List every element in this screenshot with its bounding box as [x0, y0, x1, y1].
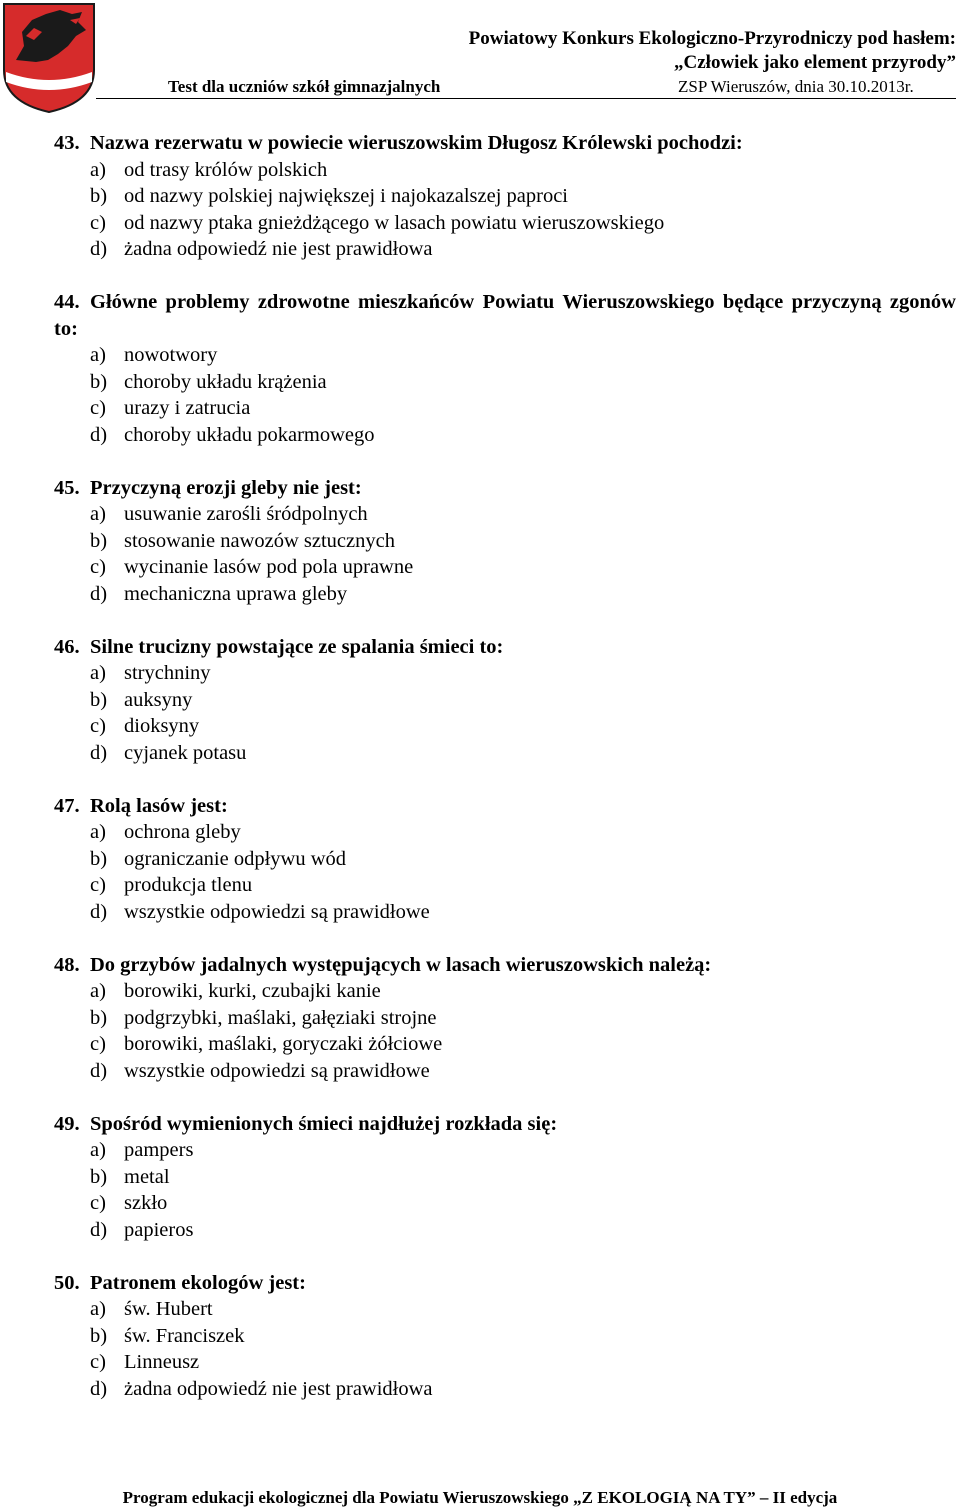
answer-option [90, 183, 956, 210]
question-50 [54, 1270, 956, 1403]
question-44 [54, 289, 956, 448]
option-letter: a) [90, 344, 106, 366]
answer-options [54, 1296, 956, 1402]
question-text: 45. Przyczyną erozji gleby nie jest: [54, 475, 956, 502]
answer-option [90, 1058, 956, 1085]
option-letter: b) [90, 1165, 108, 1188]
answer-option [90, 846, 956, 873]
option-letter: c) [90, 211, 106, 234]
option-letter: d) [90, 423, 108, 446]
option-letter: d) [90, 1059, 108, 1082]
question-text: 46. Silne trucizny powstające ze spalania śmieci to: [54, 634, 956, 661]
answer-option [90, 1031, 956, 1058]
option-letter: b) [90, 688, 108, 711]
option-text: choroby układu krążenia [124, 370, 327, 393]
question-number: 45. [54, 476, 80, 499]
option-letter: d) [90, 1377, 108, 1400]
option-letter: d) [90, 1218, 108, 1241]
option-letter: c) [90, 1033, 106, 1055]
option-text: żadna odpowiedź nie jest prawidłowa [124, 238, 433, 260]
question-list [54, 130, 956, 1429]
answer-option [90, 395, 956, 422]
answer-options [54, 342, 956, 448]
option-text: dioksyny [124, 715, 200, 737]
option-letter: d) [90, 741, 108, 764]
answer-options [54, 660, 956, 766]
option-letter: c) [90, 397, 106, 419]
question-46 [54, 634, 956, 767]
option-letter: a) [90, 158, 106, 181]
coat-of-arms-wolf-icon [2, 2, 96, 114]
answer-option [90, 740, 956, 767]
answer-option [90, 554, 956, 581]
question-number: 50. [54, 1271, 80, 1294]
option-text: stosowanie nawozów sztucznych [124, 529, 395, 552]
option-letter: b) [90, 370, 108, 393]
question-number: 43. [54, 132, 80, 154]
option-text: mechaniczna uprawa gleby [124, 582, 348, 605]
answer-option [90, 422, 956, 449]
answer-option [90, 1296, 956, 1323]
answer-option [90, 501, 956, 528]
question-number: 49. [54, 1112, 80, 1135]
option-text: borowiki, kurki, czubajki kanie [124, 980, 381, 1002]
question-number: 44. [54, 291, 80, 313]
option-text: wszystkie odpowiedzi są prawidłowe [124, 900, 430, 923]
option-text: papieros [124, 1218, 194, 1241]
question-49 [54, 1111, 956, 1244]
option-text: szkło [124, 1192, 168, 1214]
answer-option [90, 342, 956, 369]
answer-option [90, 978, 956, 1005]
option-text: od trasy królów polskich [124, 158, 328, 181]
answer-option [90, 899, 956, 926]
answer-options [54, 978, 956, 1084]
question-43 [54, 130, 956, 263]
option-letter: b) [90, 1324, 108, 1347]
answer-option [90, 713, 956, 740]
option-letter: b) [90, 1006, 108, 1029]
question-45 [54, 475, 956, 608]
option-text: nowotwory [124, 344, 218, 366]
option-text: cyjanek potasu [124, 741, 247, 764]
option-letter: c) [90, 556, 106, 578]
header-divider [96, 98, 956, 99]
option-text: choroby układu pokarmowego [124, 423, 375, 446]
option-text: Linneusz [124, 1351, 200, 1373]
question-text: 44. Główne problemy zdrowotne mieszkańców Powiatu Wieruszowskiego będące przyczyną zgonów to: [54, 291, 956, 340]
answer-option [90, 157, 956, 184]
option-letter: a) [90, 1298, 106, 1320]
option-text: produkcja tlenu [124, 874, 253, 896]
answer-option [90, 210, 956, 237]
question-text: 47. Rolą lasów jest: [54, 793, 956, 820]
contest-motto: „Człowiek jako element przyrody” [674, 52, 956, 73]
option-letter: a) [90, 980, 106, 1002]
answer-option [90, 819, 956, 846]
option-text: św. Hubert [124, 1298, 213, 1320]
option-letter: a) [90, 503, 106, 525]
answer-option [90, 581, 956, 608]
option-letter: a) [90, 662, 106, 684]
option-letter: b) [90, 185, 108, 207]
answer-options [54, 1137, 956, 1243]
question-text: 50. Patronem ekologów jest: [54, 1270, 956, 1297]
answer-option [90, 1164, 956, 1191]
option-letter: d) [90, 582, 108, 605]
question-number: 47. [54, 794, 80, 817]
question-text: 49. Spośród wymienionych śmieci najdłużej rozkłada się: [54, 1111, 956, 1138]
answer-option [90, 1217, 956, 1244]
option-text: wszystkie odpowiedzi są prawidłowe [124, 1059, 430, 1082]
answer-option [90, 1349, 956, 1376]
page-footer: Program edukacji ekologicznej dla Powiatu Wieruszowskiego „Z EKOLOGIĄ NA TY” – II edycja [122, 1488, 838, 1507]
option-letter: a) [90, 1139, 106, 1161]
answer-option [90, 1376, 956, 1403]
answer-option [90, 1137, 956, 1164]
option-letter: b) [90, 529, 108, 552]
option-text: wycinanie lasów pod pola uprawne [124, 556, 414, 578]
option-letter: a) [90, 821, 106, 843]
question-text: 48. Do grzybów jadalnych występujących w lasach wieruszowskich należą: [54, 952, 956, 979]
answer-option [90, 1323, 956, 1350]
option-text: od nazwy ptaka gnieżdżącego w lasach powiatu wieruszowskiego [124, 211, 665, 234]
answer-option [90, 1005, 956, 1032]
answer-option [90, 872, 956, 899]
option-text: borowiki, maślaki, goryczaki żółciowe [124, 1033, 443, 1055]
answer-options [54, 501, 956, 607]
answer-option [90, 528, 956, 555]
option-text: od nazwy polskiej największej i najokazalszej paproci [124, 185, 569, 207]
place-date: ZSP Wieruszów, dnia 30.10.2013r. [678, 77, 914, 96]
option-text: pampers [124, 1139, 194, 1161]
contest-title: Powiatowy Konkurs Ekologiczno-Przyrodniczy pod hasłem: [468, 28, 956, 49]
option-letter: b) [90, 847, 108, 870]
answer-option [90, 1190, 956, 1217]
question-number: 46. [54, 635, 80, 658]
option-text: auksyny [124, 688, 193, 711]
question-48 [54, 952, 956, 1085]
answer-option [90, 369, 956, 396]
option-letter: d) [90, 900, 108, 923]
option-letter: c) [90, 715, 106, 737]
option-letter: c) [90, 874, 106, 896]
answer-option [90, 236, 956, 263]
option-text: żadna odpowiedź nie jest prawidłowa [124, 1377, 433, 1400]
option-text: ograniczanie odpływu wód [124, 847, 347, 870]
option-text: usuwanie zarośli śródpolnych [124, 503, 368, 525]
answer-option [90, 687, 956, 714]
option-letter: c) [90, 1351, 106, 1373]
question-text: 43. Nazwa rezerwatu w powiecie wieruszowskim Długosz Królewski pochodzi: [54, 130, 956, 157]
option-text: strychniny [124, 662, 211, 684]
option-text: św. Franciszek [124, 1324, 245, 1347]
test-audience: Test dla uczniów szkół gimnazjalnych [168, 77, 441, 96]
answer-options [54, 819, 956, 925]
answer-options [54, 157, 956, 263]
option-text: podgrzybki, maślaki, gałęziaki strojne [124, 1006, 437, 1029]
question-number: 48. [54, 953, 80, 976]
answer-option [90, 660, 956, 687]
option-text: ochrona gleby [124, 821, 241, 843]
option-text: metal [124, 1165, 170, 1188]
option-text: urazy i zatrucia [124, 397, 251, 419]
option-letter: c) [90, 1192, 106, 1214]
question-47 [54, 793, 956, 926]
option-letter: d) [90, 238, 108, 260]
